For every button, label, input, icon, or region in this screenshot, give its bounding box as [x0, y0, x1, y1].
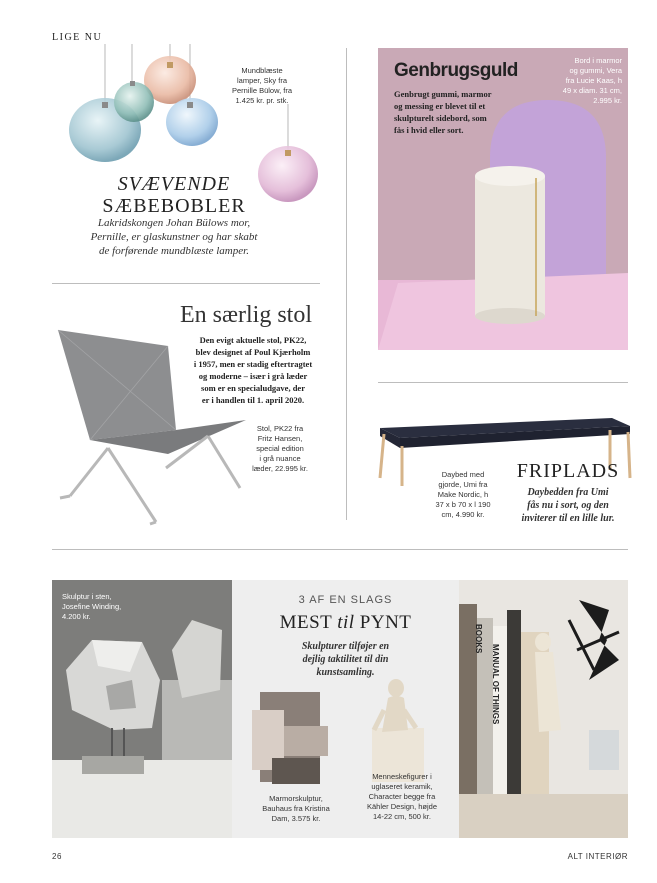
- sculptures-title: MEST til PYNT: [279, 612, 412, 633]
- page-number: 26: [52, 852, 62, 861]
- side-table-title: Genbrugsguld: [394, 60, 518, 81]
- chair-text: Den evigt aktuelle stol, PK22, blev designet af Poul Kjærholm i 1957, men er stadig eftertragtet og moderne – især i grå læder som er en specialudgave, der er i handlen til 1. april 2020.: [193, 335, 313, 405]
- stone-sculpture-caption: Skulptur i sten, Josefine Winding, 4.200 kr.: [62, 592, 122, 621]
- full-divider: [52, 549, 628, 550]
- bubble-lamps-title: SVÆVENDE SÆBEBOBLER: [102, 173, 246, 217]
- chair-title: En særlig stol: [179, 302, 312, 328]
- column-divider: [346, 48, 347, 520]
- bubble-lamps-caption: Mundblæste lamper, Sky fra Pernille Bülow, fra 1.425 kr. pr. stk.: [231, 66, 293, 105]
- bubble-lamps-text: Lakridskongen Johan Bülows mor, Pernille, er glaskunstner og har skabt de forførende mundblæste lamper.: [90, 217, 258, 257]
- side-table-text: Genbrugt gummi, marmor og messing er blevet til et skulpturelt sidebord, som fås i hvid eller sort.: [394, 89, 492, 135]
- magazine-name: ALT INTERIØR: [567, 852, 628, 861]
- book-spine-books: BOOKS: [474, 624, 483, 654]
- side-table-caption: Bord i marmor og gummi, Vera fra Lucie Kaas, h 49 x diam. 31 cm, 2.995 kr.: [562, 56, 622, 105]
- marble-sculpture-caption: Marmorskulptur, Bauhaus fra Kristina Dam, 3.575 kr.: [262, 794, 330, 823]
- sculptures-kicker: 3 AF EN SLAGS: [298, 594, 393, 606]
- daybed-text: Daybedden fra Umi fås nu i sort, og den inviterer til en lille lur.: [521, 487, 615, 524]
- chair-caption: Stol, PK22 fra Fritz Hansen, special edition i grå nuance læder, 22.995 kr.: [252, 424, 308, 473]
- right-divider-1: [378, 382, 628, 383]
- bookshelf-photo: [459, 580, 628, 838]
- sculptures-text: Skulpturer tilføjer en dejlig taktilitet til din kunstsamling.: [301, 641, 390, 678]
- left-divider-1: [52, 283, 320, 284]
- section-label: LIGE NU: [52, 32, 103, 43]
- book-spine-manual: MANUAL OF THINGS: [491, 644, 500, 725]
- ceramic-figures-caption: Menneskefigurer i uglaseret keramik, Character begge fra Kähler Design, højde 14-22 cm, 500 kr.: [366, 772, 438, 821]
- daybed-title: FRIPLADS: [516, 460, 620, 482]
- daybed-caption: Daybed med gjorde, Umi fra Make Nordic, h 37 x b 70 x l 190 cm, 4.990 kr.: [435, 470, 491, 519]
